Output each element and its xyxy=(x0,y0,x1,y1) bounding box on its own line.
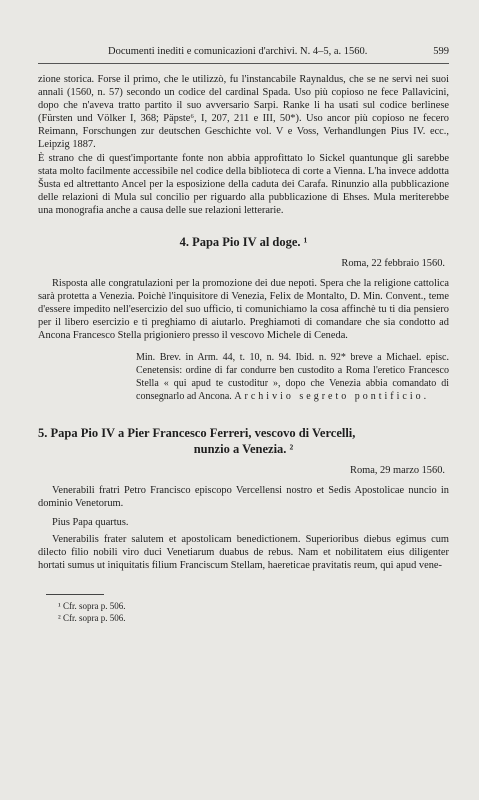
footnote-rule xyxy=(46,594,104,595)
section-4-body: Risposta alle congratulazioni per la promozione dei due nepoti. Spera che la religione cattolica sarà protetta a Venezia. Poichè l'inquisitore di Venezia, Felix de Montalto, D. Min. Convent., teme d'essere impedito nell'esercizio del suo ufficio, ti comunichiamo la cosa affinchè tu ti dia pensiero per il libero esercizio e ti preghiamo di aiutarlo. Preghiamoti di comandare che sia condotto ad Ancona Francesco Stella prigioniero presso il vescovo Michele di Ceneda. xyxy=(38,278,449,342)
section-4-title: 4. Papa Pio IV al doge. ¹ xyxy=(179,235,308,250)
section-5-address: Venerabili fratri Petro Francisco episcopo Vercellensi nostro et Sedis Apostolicae nuncio in dominio Venetorum. xyxy=(38,484,449,509)
header-rule xyxy=(38,63,449,64)
section-5-title-line-2: nunzio a Venezia. ² xyxy=(193,441,294,456)
section-5-title xyxy=(38,425,449,457)
section-4-date: Roma, 22 febbraio 1560. xyxy=(341,258,445,270)
section-5-title-line-1: 5. Papa Pio IV a Pier Francesco Ferreri, vescovo di Vercelli, xyxy=(38,425,356,440)
section-5-date: Roma, 29 marzo 1560. xyxy=(350,464,445,476)
page-number: 599 xyxy=(433,46,449,57)
section-5-salutation: Pius Papa quartus. xyxy=(52,516,129,528)
footnote-1: ¹ Cfr. sopra p. 506. xyxy=(58,601,126,612)
archive-note-text: Min. Brev. in Arm. 44, t. 10, n. 94. Ibid. n. 92* breve a Michael. episc. Cenetensis: ordine di far condurre ben custodito a Roma l'eretico Francesco Stella « qui apud te custoditur », dopo che Venezia abbia comandato di consegnarlo ad Ancona. xyxy=(136,351,449,402)
footnote-2: ² Cfr. sopra p. 506. xyxy=(58,612,126,623)
section-4-archive-note xyxy=(136,351,449,403)
intro-paragraph-2: È strano che di quest'importante fonte non abbia approfittato lo Sickel quantunque gli sarebbe stata molto facilmente accessibile nel codice della biblioteca di corte a Vienna. L'ha invece addotta Šusta ed altrettanto Ancel per la esposizione della caduta dei Carafa. Rinunzio alla pubblicazione delle relazioni di Mula sul concilio per riguardo alla pubblicazione di Ehses. Mula meriterebbe una monografia anche a causa delle sue relazioni letterarie. xyxy=(38,152,449,216)
section-5-body: Venerabilis frater salutem et apostolicam benedictionem. Superioribus diebus egimus cum dilecto filio nobili viro duci Venetiarum duabus de rebus. Nam et nobilitatem eius diligenter hortati sumus ut iniquitatis filium Franciscum Stellam, haereticae pravitatis reum, qui apud vene- xyxy=(38,533,449,571)
archive-label: Archivio segreto pontificio. xyxy=(234,390,430,402)
running-header xyxy=(38,46,449,57)
intro-paragraph-1: zione storica. Forse il primo, che le utilizzò, fu l'instancabile Raynaldus, che se ne servì nei suoi annali (1560, n. 57) secondo un codice del cardinal Spada. Uso più copioso ne fece Pallavicini, dopo che n'aveva tratto partito il suo avversario Sarpi. Ranke li ha usati sul codice berlinese (Fürsten und Völker I, 368; Päpste⁶, I, 207, 211 e III, 50*). Uso ancor più copioso ne fecero Reimann, Forschungen zur deutschen Geschichte vol. V e Voss, Verhandlungen Pius IV. ecc., Leipzig 1887. xyxy=(38,74,449,151)
running-title: Documenti inediti e comunicazioni d'archivi. N. 4–5, a. 1560. xyxy=(108,46,368,57)
